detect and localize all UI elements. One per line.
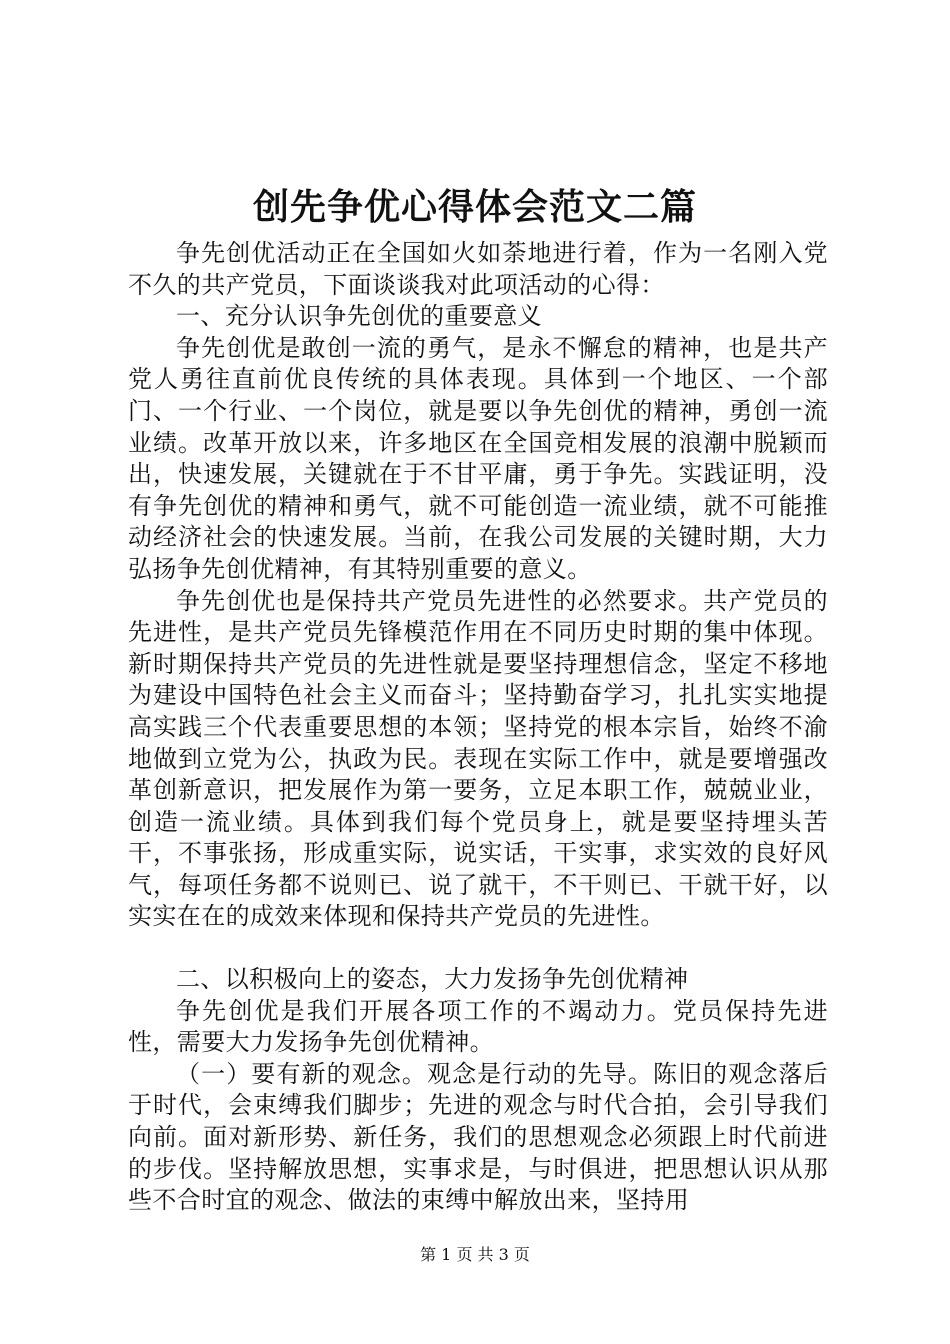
paragraph-gap: [128, 933, 828, 964]
document-body: [128, 238, 828, 1217]
section-2-paragraph-1: 争先创优是我们开展各项工作的不竭动力。党员保持先进性，需要大力发扬争先创优精神。: [128, 996, 828, 1057]
section-2-paragraph-2: （一）要有新的观念。观念是行动的先导。陈旧的观念落后于时代，会束缚我们脚步；先进的观念与时代合拍，会引导我们向前。面对新形势、新任务，我们的思想观念必须跟上时代前进的步伐。坚持解放思想，实事求是，与时俱进，把思想认识从那些不合时宜的观念、做法的束缚中解放出来，坚持用: [128, 1059, 828, 1215]
document-title: 创先争优心得体会范文二篇: [252, 186, 697, 228]
page-footer: 第 1 页 共 3 页: [420, 1245, 530, 1264]
section-2-heading: 二、以积极向上的姿态，大力发扬争先创优精神: [176, 965, 689, 994]
section-1-paragraph-2: 争先创优也是保持共产党员先进性的必然要求。共产党员的先进性，是共产党员先锋模范作用在不同历史时期的集中体现。新时期保持共产党员的先进性就是要坚持理想信念，坚定不移地为建设中国特色社会主义而奋斗；坚持勤奋学习，扎扎实实地提高实践三个代表重要思想的本领；坚持党的根本宗旨，始终不渝地做到立党为公，执政为民。表现在实际工作中，就是要增强改革创新意识，把发展作为第一要务，立足本职工作，兢兢业业，创造一流业绩。具体到我们每个党员身上，就是要坚持埋头苦干，不事张扬，形成重实际，说实话，干实事，求实效的良好风气，每项任务都不说则已、说了就干，不干则已、干就干好，以实实在在的成效来体现和保持共产党员的先进性。: [128, 586, 828, 931]
section-1-paragraph-1: 争先创优是敢创一流的勇气，是永不懈怠的精神，也是共产党人勇往直前优良传统的具体表现。具体到一个地区、一个部门、一个行业、一个岗位，就是要以争先创优的精神，勇创一流业绩。改革开放以来，许多地区在全国竞相发展的浪潮中脱颖而出，快速发展，关键就在于不甘平庸，勇于争先。实践证明，没有争先创优的精神和勇气，就不可能创造一流业绩，就不可能推动经济社会的快速发展。当前，在我公司发展的关键时期，大力弘扬争先创优精神，有其特别重要的意义。: [128, 333, 828, 583]
intro-paragraph: 争先创优活动正在全国如火如荼地进行着，作为一名刚入党不久的共产党员，下面谈谈我对此项活动的心得：: [128, 239, 828, 299]
section-1-heading: 一、充分认识争先创优的重要意义: [176, 302, 542, 331]
